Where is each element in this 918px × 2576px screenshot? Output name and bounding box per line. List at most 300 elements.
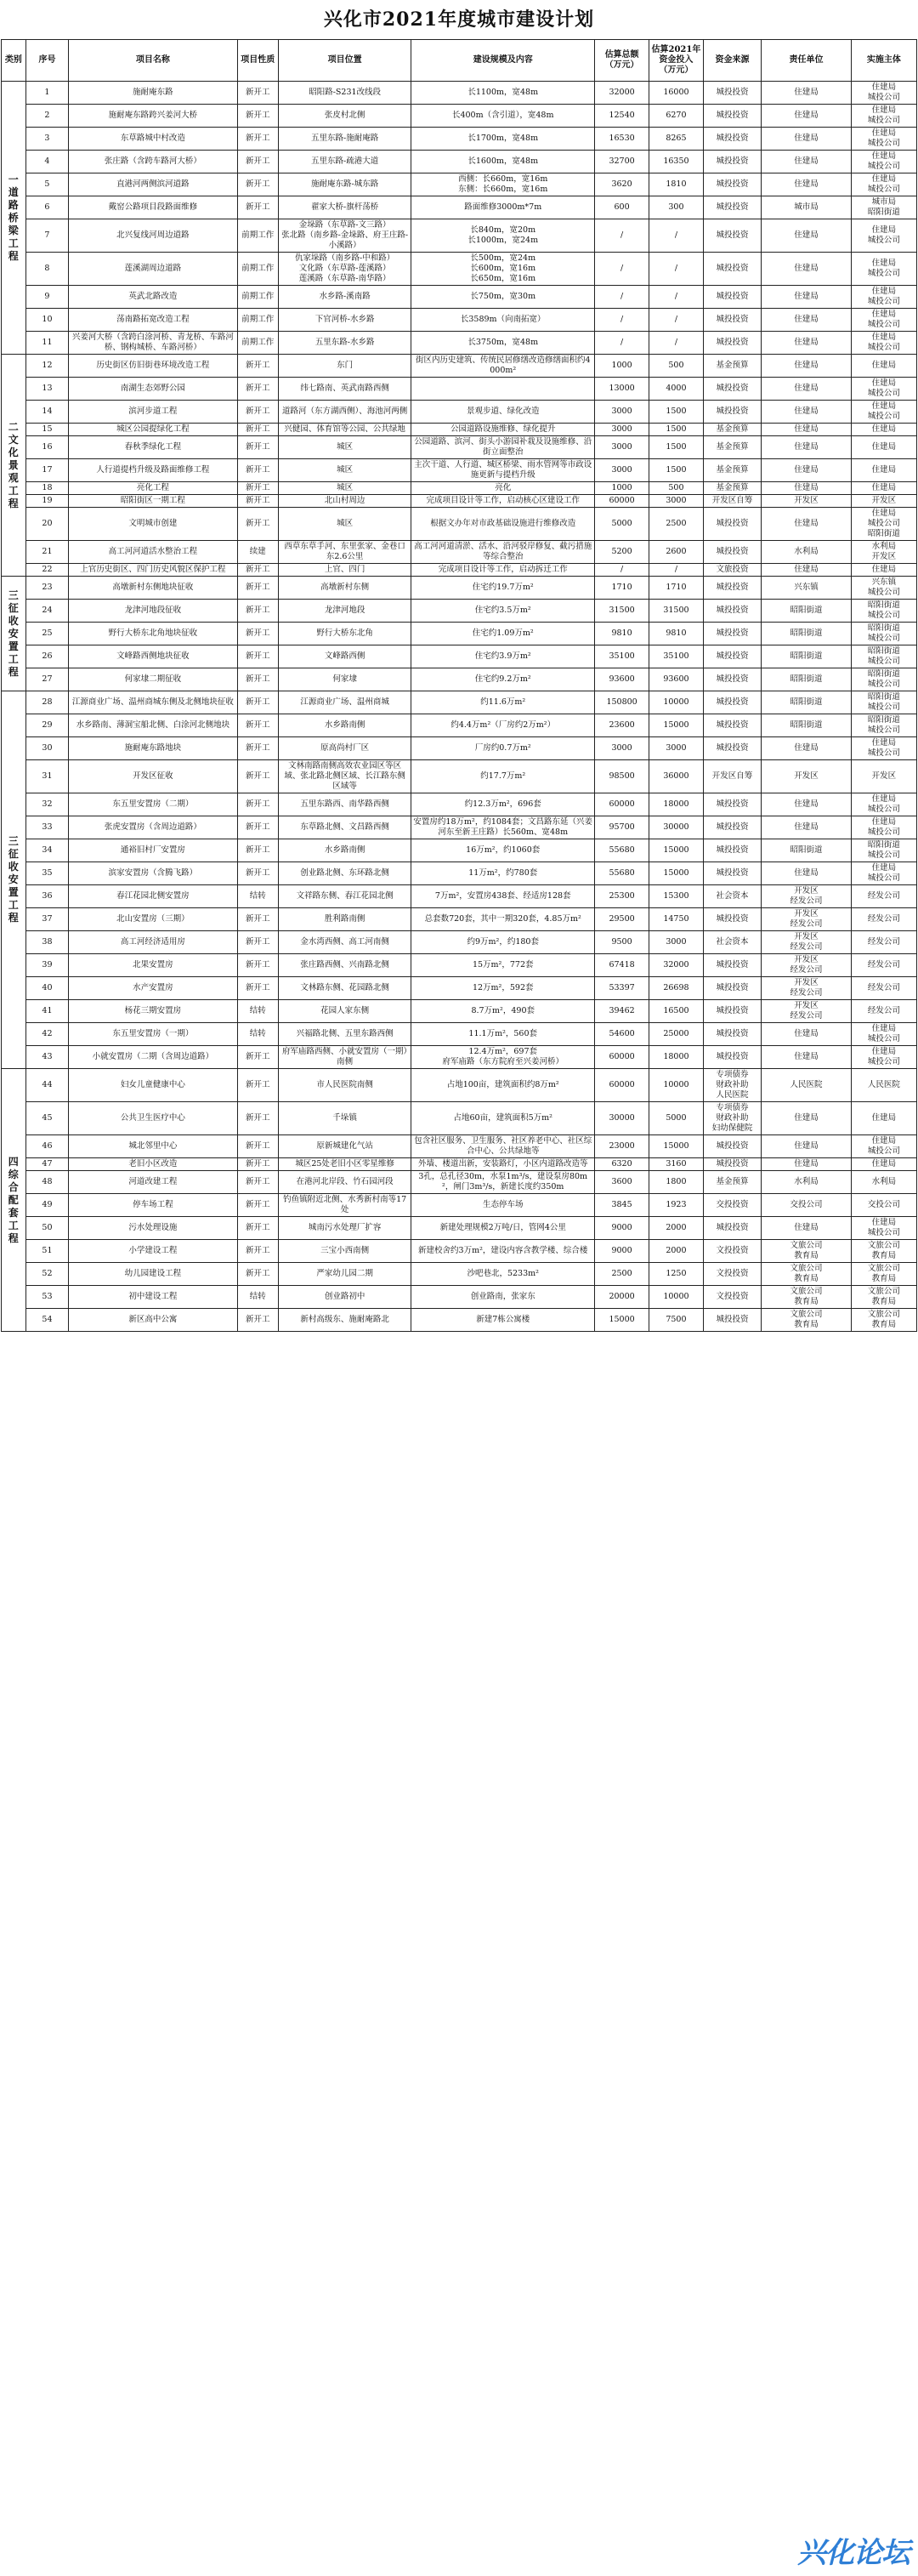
table-cell: 20000 bbox=[595, 1286, 649, 1309]
table-cell: 施耐庵东路地块 bbox=[69, 737, 237, 760]
table-cell: 水乡路-溪南路 bbox=[278, 286, 411, 309]
table-cell: 城投投资 bbox=[703, 816, 761, 839]
table-cell: 新开工 bbox=[237, 128, 278, 151]
table-cell: 城投投资 bbox=[703, 600, 761, 623]
table-row bbox=[2, 508, 917, 541]
table-cell: 住建局 bbox=[762, 253, 852, 286]
table-cell: 沙吧巷北，5233m² bbox=[411, 1263, 595, 1286]
table-cell: 河道改建工程 bbox=[69, 1171, 237, 1194]
table-cell: 施耐庵东路 bbox=[69, 82, 237, 105]
table-cell: 23000 bbox=[595, 1135, 649, 1158]
table-cell: 住建局 城投公司 bbox=[851, 1217, 916, 1240]
table-cell: 创业路南，张家东 bbox=[411, 1286, 595, 1309]
table-row bbox=[2, 424, 917, 436]
table-cell: 西侧：长660m，宽16m 东侧：长660m，宽16m bbox=[411, 173, 595, 196]
table-cell: 张庄路（含跨车路河大桥） bbox=[69, 151, 237, 173]
table-cell: 五里东路-施耐庵路 bbox=[278, 128, 411, 151]
table-row bbox=[2, 173, 917, 196]
table-cell: 7万m²，安置房438套、经适房128套 bbox=[411, 885, 595, 908]
table-row bbox=[2, 760, 917, 793]
table-cell: 金垛路（东草路-文三路） 张北路（南乡路-金垛路、府王庄路-小溪路） bbox=[278, 219, 411, 253]
table-cell: 17 bbox=[26, 459, 69, 482]
table-cell: 经发公司 bbox=[851, 977, 916, 1000]
table-cell: 52 bbox=[26, 1263, 69, 1286]
table-cell: 兴姜河大桥（含跨白涂河桥、青龙桥、车路河桥、钢构城桥、车路河桥） bbox=[69, 332, 237, 355]
table-row bbox=[2, 623, 917, 645]
table-cell: 城投投资 bbox=[703, 668, 761, 691]
table-cell: 城投投资 bbox=[703, 219, 761, 253]
table-cell: / bbox=[595, 286, 649, 309]
table-cell: 小就安置房（二期（含周边道路） bbox=[69, 1046, 237, 1069]
table-cell: 停车场工程 bbox=[69, 1194, 237, 1217]
table-cell: 基金预算 bbox=[703, 424, 761, 436]
table-cell: 高墩新村东侧 bbox=[278, 577, 411, 600]
table-cell: 城市局 bbox=[762, 196, 852, 219]
table-cell: 47 bbox=[26, 1158, 69, 1171]
table-cell: 文旅公司 教育局 bbox=[762, 1240, 852, 1263]
table-cell: 1500 bbox=[649, 459, 704, 482]
table-cell: 结转 bbox=[237, 1000, 278, 1023]
table-cell: 新开工 bbox=[237, 839, 278, 862]
table-cell: 城投投资 bbox=[703, 151, 761, 173]
table-row bbox=[2, 600, 917, 623]
table-cell: 亮化 bbox=[411, 482, 595, 495]
category-label: 三征收安置工程 bbox=[8, 835, 19, 924]
table-cell: 19 bbox=[26, 495, 69, 508]
table-cell: 人民医院 bbox=[762, 1069, 852, 1102]
table-cell: 文投投资 bbox=[703, 1286, 761, 1309]
table-cell: 住建局 城投公司 bbox=[851, 378, 916, 401]
table-cell: 杨花三期安置房 bbox=[69, 1000, 237, 1023]
table-row bbox=[2, 862, 917, 885]
table-cell: 基金预算 bbox=[703, 482, 761, 495]
table-cell: 9 bbox=[26, 286, 69, 309]
table-row bbox=[2, 714, 917, 737]
table-cell: 开发区自筹 bbox=[703, 495, 761, 508]
table-cell: 新开工 bbox=[237, 1135, 278, 1158]
table-cell: 新开工 bbox=[237, 196, 278, 219]
table-row bbox=[2, 1171, 917, 1194]
table-cell: 5 bbox=[26, 173, 69, 196]
table-cell: 公园道路设施维修、绿化提升 bbox=[411, 424, 595, 436]
table-cell: 13 bbox=[26, 378, 69, 401]
table-cell: 昭阳路-S231改线段 bbox=[278, 82, 411, 105]
table-cell: 住建局 bbox=[762, 737, 852, 760]
table-cell: 住建局 城投公司 bbox=[851, 82, 916, 105]
table-cell: 5000 bbox=[595, 508, 649, 541]
category-cell bbox=[2, 1069, 26, 1332]
table-cell: 安置房约18万m²，约1084套；文昌路东延（兴姜河东至新王庄路）长560m、宽48m bbox=[411, 816, 595, 839]
table-row bbox=[2, 1135, 917, 1158]
table-cell: 纬七路南、英武南路西侧 bbox=[278, 378, 411, 401]
table-cell: 新开工 bbox=[237, 908, 278, 931]
table-cell: 胜利路南侧 bbox=[278, 908, 411, 931]
table-cell: 城北邻里中心 bbox=[69, 1135, 237, 1158]
table-cell: 仇家垛路（南乡路-中和路） 文化路（东草路-莲溪路） 莲溪路（东草路-南华路） bbox=[278, 253, 411, 286]
table-cell: 新开工 bbox=[237, 1194, 278, 1217]
table-cell: 水产安置房 bbox=[69, 977, 237, 1000]
table-cell: 55680 bbox=[595, 839, 649, 862]
table-cell: 新开工 bbox=[237, 151, 278, 173]
table-cell: 1800 bbox=[649, 1171, 704, 1194]
table-cell: 2 bbox=[26, 105, 69, 128]
table-cell: 500 bbox=[649, 482, 704, 495]
table-cell: 新建7栋公寓楼 bbox=[411, 1309, 595, 1332]
table-cell: 文峰路西侧地块征收 bbox=[69, 645, 237, 668]
table-cell: 住建局 城投公司 bbox=[851, 862, 916, 885]
table-row bbox=[2, 1158, 917, 1171]
table-cell: 公园道路、滨河、街头小游园补栽及设施维修、沿街立面整治 bbox=[411, 436, 595, 459]
table-cell: 水利局 开发区 bbox=[851, 541, 916, 564]
table-cell: 住建局 bbox=[762, 816, 852, 839]
table-cell: 30000 bbox=[649, 816, 704, 839]
category-cell bbox=[2, 355, 26, 577]
table-cell: 城投投资 bbox=[703, 378, 761, 401]
table-cell: 15000 bbox=[595, 1309, 649, 1332]
table-cell: 60000 bbox=[595, 793, 649, 816]
table-cell: 滨家安置房（含腾飞路） bbox=[69, 862, 237, 885]
table-cell: 15000 bbox=[649, 1135, 704, 1158]
table-row bbox=[2, 436, 917, 459]
table-cell: 住建局 bbox=[762, 309, 852, 332]
table-cell: 新开工 bbox=[237, 954, 278, 977]
table-cell: 36 bbox=[26, 885, 69, 908]
col-header: 序号 bbox=[26, 40, 69, 82]
table-cell: 住建局 城投公司 bbox=[851, 816, 916, 839]
table-cell: 原新城建化气站 bbox=[278, 1135, 411, 1158]
table-row bbox=[2, 737, 917, 760]
table-cell: 莲溪湖周边道路 bbox=[69, 253, 237, 286]
table-cell: 住宅约3.9万m² bbox=[411, 645, 595, 668]
table-cell: 野行大桥东北角地块征收 bbox=[69, 623, 237, 645]
table-cell: 城投投资 bbox=[703, 577, 761, 600]
table-cell: 城区公园提绿化工程 bbox=[69, 424, 237, 436]
table-cell: 新开工 bbox=[237, 737, 278, 760]
table-cell: 下官河桥-水乡路 bbox=[278, 309, 411, 332]
table-cell: 住建局 bbox=[762, 401, 852, 424]
table-cell: 文投投资 bbox=[703, 1263, 761, 1286]
table-cell: 包含社区服务、卫生服务、社区养老中心、社区综合中心、公共绿地等 bbox=[411, 1135, 595, 1158]
table-cell: 文旅公司 教育局 bbox=[762, 1286, 852, 1309]
table-cell: 新开工 bbox=[237, 1046, 278, 1069]
table-cell: 28 bbox=[26, 691, 69, 714]
table-cell: 东门 bbox=[278, 355, 411, 378]
table-cell: 长1600m，宽48m bbox=[411, 151, 595, 173]
table-cell: 北兴复线河周边道路 bbox=[69, 219, 237, 253]
table-cell: 严家幼儿园二期 bbox=[278, 1263, 411, 1286]
table-cell: 昭阳街道 城投公司 bbox=[851, 645, 916, 668]
table-cell: 小学建设工程 bbox=[69, 1240, 237, 1263]
table-cell: 3 bbox=[26, 128, 69, 151]
table-cell: 新开工 bbox=[237, 1217, 278, 1240]
table-cell: 英武北路改造 bbox=[69, 286, 237, 309]
table-cell: 32 bbox=[26, 793, 69, 816]
table-cell: 创业路北侧、东环路北侧 bbox=[278, 862, 411, 885]
table-cell: 昭阳街道 城投公司 bbox=[851, 714, 916, 737]
table-cell: 住建局 bbox=[762, 1158, 852, 1171]
table-cell: 文林南路南侧高效农业园区等区域、张北路北侧区域、长江路东侧区域等 bbox=[278, 760, 411, 793]
category-label: 二文化景观工程 bbox=[8, 420, 19, 509]
col-header: 资金来源 bbox=[703, 40, 761, 82]
table-cell: 住建局 bbox=[762, 793, 852, 816]
table-cell: 12万m²，592套 bbox=[411, 977, 595, 1000]
table-cell: 城投投资 bbox=[703, 541, 761, 564]
table-cell: 昭阳街道 城投公司 bbox=[851, 691, 916, 714]
category-cell bbox=[2, 82, 26, 355]
table-cell: 67418 bbox=[595, 954, 649, 977]
table-row bbox=[2, 793, 917, 816]
table-cell: 东草路北侧、文昌路西侧 bbox=[278, 816, 411, 839]
table-cell: 创业路初中 bbox=[278, 1286, 411, 1309]
table-cell: 住建局 bbox=[762, 482, 852, 495]
table-cell: 老旧小区改造 bbox=[69, 1158, 237, 1171]
table-cell: 93600 bbox=[595, 668, 649, 691]
table-row bbox=[2, 668, 917, 691]
table-cell: 4000 bbox=[649, 378, 704, 401]
table-cell: 城投投资 bbox=[703, 309, 761, 332]
table-cell: 3孔，总孔径30m，水泵1m³/s，建设泵房80m²，闸门3m³/s，新建长度约350m bbox=[411, 1171, 595, 1194]
table-cell: 昭阳街道 bbox=[762, 623, 852, 645]
table-cell: 55680 bbox=[595, 862, 649, 885]
table-cell: 5000 bbox=[649, 1102, 704, 1135]
table-cell: 南湖生态郊野公园 bbox=[69, 378, 237, 401]
table-cell: 3000 bbox=[595, 401, 649, 424]
table-cell: 10000 bbox=[649, 1286, 704, 1309]
table-cell: 新开工 bbox=[237, 600, 278, 623]
table-cell: 14 bbox=[26, 401, 69, 424]
table-cell: 7500 bbox=[649, 1309, 704, 1332]
table-cell: 约4.4万m²（厂房约2万m²） bbox=[411, 714, 595, 737]
table-cell: 初中建设工程 bbox=[69, 1286, 237, 1309]
table-row bbox=[2, 1309, 917, 1332]
table-cell: 城投投资 bbox=[703, 173, 761, 196]
table-cell: 新建校舍约3万m²，建设内容含教学楼、综合楼 bbox=[411, 1240, 595, 1263]
table-cell: 高工河经济适用房 bbox=[69, 931, 237, 954]
table-cell: 14750 bbox=[649, 908, 704, 931]
table-cell: 2000 bbox=[649, 1240, 704, 1263]
table-cell: 新开工 bbox=[237, 714, 278, 737]
table-cell: 1923 bbox=[649, 1194, 704, 1217]
table-row bbox=[2, 332, 917, 355]
table-cell: 滨河步道工程 bbox=[69, 401, 237, 424]
col-header: 项目位置 bbox=[278, 40, 411, 82]
table-cell: 道路河（东方湖西侧）、海池河两侧 bbox=[278, 401, 411, 424]
table-cell: 五里东路-水乡路 bbox=[278, 332, 411, 355]
table-cell: 54 bbox=[26, 1309, 69, 1332]
table-cell: 新建处理规模2万吨/日，管网4公里 bbox=[411, 1217, 595, 1240]
table-row bbox=[2, 1000, 917, 1023]
table-cell: 38 bbox=[26, 931, 69, 954]
table-cell: 30000 bbox=[595, 1102, 649, 1135]
table-cell: 开发区 经发公司 bbox=[762, 954, 852, 977]
table-cell: 住建局 城投公司 bbox=[851, 128, 916, 151]
table-cell: 前期工作 bbox=[237, 286, 278, 309]
table-cell: 昭阳街道 bbox=[762, 668, 852, 691]
table-row bbox=[2, 128, 917, 151]
table-cell: 城市局 昭阳街道 bbox=[851, 196, 916, 219]
table-cell: 住建局 bbox=[762, 173, 852, 196]
table-row bbox=[2, 885, 917, 908]
table-cell: 生态停车场 bbox=[411, 1194, 595, 1217]
table-cell: 在港河北岸段、竹石园河段 bbox=[278, 1171, 411, 1194]
table-cell: 新开工 bbox=[237, 691, 278, 714]
table-cell: 住建局 bbox=[851, 355, 916, 378]
table-row bbox=[2, 1286, 917, 1309]
table-cell: 文投投资 bbox=[703, 1240, 761, 1263]
table-cell: 34 bbox=[26, 839, 69, 862]
table-cell: 31 bbox=[26, 760, 69, 793]
table-cell: 兴东镇 城投公司 bbox=[851, 577, 916, 600]
table-cell: 98500 bbox=[595, 760, 649, 793]
table-cell: 城投投资 bbox=[703, 793, 761, 816]
table-cell: 9810 bbox=[649, 623, 704, 645]
table-cell: 城投投资 bbox=[703, 128, 761, 151]
table-cell: 城投投资 bbox=[703, 954, 761, 977]
table-cell: 何家埭二期征收 bbox=[69, 668, 237, 691]
table-cell: 完成项目设计等工作，启动核心区建设工作 bbox=[411, 495, 595, 508]
table-cell: 高工河河道清淤、活水、沿河驳岸修复、截污措施等综合整治 bbox=[411, 541, 595, 564]
table-row bbox=[2, 1023, 917, 1046]
table-cell: 城投投资 bbox=[703, 714, 761, 737]
table-cell: 39 bbox=[26, 954, 69, 977]
table-cell: 住建局 bbox=[851, 564, 916, 577]
table-cell: 8 bbox=[26, 253, 69, 286]
table-cell: 15300 bbox=[649, 885, 704, 908]
page-title: 兴化市2021年度城市建设计划 bbox=[323, 9, 595, 31]
table-cell: 600 bbox=[595, 196, 649, 219]
table-cell: 13000 bbox=[595, 378, 649, 401]
table-cell: 36000 bbox=[649, 760, 704, 793]
table-cell: 原高尚村厂区 bbox=[278, 737, 411, 760]
table-cell: 城投投资 bbox=[703, 1158, 761, 1171]
table-cell: 23600 bbox=[595, 714, 649, 737]
table-cell: 人行道提档升级及路面维修工程 bbox=[69, 459, 237, 482]
table-cell: 城投投资 bbox=[703, 196, 761, 219]
table-cell: 住建局 城投公司 bbox=[851, 105, 916, 128]
table-cell: / bbox=[649, 309, 704, 332]
table-cell: 51 bbox=[26, 1240, 69, 1263]
table-row bbox=[2, 954, 917, 977]
table-cell: 东草路城中村改造 bbox=[69, 128, 237, 151]
table-cell: 北山村周边 bbox=[278, 495, 411, 508]
table-cell: / bbox=[649, 564, 704, 577]
table-cell: / bbox=[595, 253, 649, 286]
table-cell: 新开工 bbox=[237, 401, 278, 424]
table-cell: 城区25处老旧小区零星维修 bbox=[278, 1158, 411, 1171]
table-cell: 住建局 bbox=[762, 332, 852, 355]
table-cell: 昭阳街道 城投公司 bbox=[851, 668, 916, 691]
table-cell: 住宅约3.5万m² bbox=[411, 600, 595, 623]
table-row bbox=[2, 151, 917, 173]
table-cell: 29500 bbox=[595, 908, 649, 931]
table-cell: 31500 bbox=[649, 600, 704, 623]
table-cell: 3600 bbox=[595, 1171, 649, 1194]
table-cell: 新开工 bbox=[237, 816, 278, 839]
table-cell: 开发区 bbox=[762, 495, 852, 508]
table-cell: 戴窑公路项目段路面维修 bbox=[69, 196, 237, 219]
table-cell: 交投公司 bbox=[762, 1194, 852, 1217]
table-cell: 32700 bbox=[595, 151, 649, 173]
table-cell: 11.1万m²，560套 bbox=[411, 1023, 595, 1046]
table-cell: 经发公司 bbox=[851, 885, 916, 908]
table-cell: 经发公司 bbox=[851, 1000, 916, 1023]
table-cell: 住建局 bbox=[851, 482, 916, 495]
table-cell: 翟家大桥-旗杆荡桥 bbox=[278, 196, 411, 219]
table-cell: 北果安置房 bbox=[69, 954, 237, 977]
table-cell: 文明城市创建 bbox=[69, 508, 237, 541]
table-cell: 文旅公司 教育局 bbox=[762, 1263, 852, 1286]
table-cell: 上官、四门 bbox=[278, 564, 411, 577]
table-cell: 城投投资 bbox=[703, 908, 761, 931]
table-cell: 兴福路北侧、五里东路西侧 bbox=[278, 1023, 411, 1046]
table-cell: 26 bbox=[26, 645, 69, 668]
table-cell: 城投投资 bbox=[703, 82, 761, 105]
table-cell: 1710 bbox=[649, 577, 704, 600]
table-cell: 妇女儿童健康中心 bbox=[69, 1069, 237, 1102]
table-cell: 1710 bbox=[595, 577, 649, 600]
table-cell: 住建局 bbox=[851, 459, 916, 482]
table-cell: 长400m（含引道），宽48m bbox=[411, 105, 595, 128]
col-header: 项目名称 bbox=[69, 40, 237, 82]
table-cell: 野行大桥东北角 bbox=[278, 623, 411, 645]
table-cell: 49 bbox=[26, 1194, 69, 1217]
table-cell: 社会资本 bbox=[703, 885, 761, 908]
table-cell: 景观步道、绿化改造 bbox=[411, 401, 595, 424]
table-row bbox=[2, 495, 917, 508]
table-cell: 施耐庵东路跨兴姜河大桥 bbox=[69, 105, 237, 128]
table-cell: 住建局 bbox=[762, 1217, 852, 1240]
table-cell: 9000 bbox=[595, 1240, 649, 1263]
table-cell: 基金预算 bbox=[703, 1171, 761, 1194]
table-cell: 交投公司 bbox=[851, 1194, 916, 1217]
table-cell: 11万m²，约780套 bbox=[411, 862, 595, 885]
table-cell: 31500 bbox=[595, 600, 649, 623]
table-cell: 3160 bbox=[649, 1158, 704, 1171]
table-cell: 500 bbox=[649, 355, 704, 378]
table-cell: 长840m，宽20m 长1000m，宽24m bbox=[411, 219, 595, 253]
table-cell: 46 bbox=[26, 1135, 69, 1158]
table-cell: 12.4万m²，697套 府军庙路（东方院府至兴姜河桥） bbox=[411, 1046, 595, 1069]
table-cell: 根据文办年对市政基础设施进行维修改造 bbox=[411, 508, 595, 541]
table-cell: 续建 bbox=[237, 541, 278, 564]
table-cell: 开发区 经发公司 bbox=[762, 931, 852, 954]
table-cell: 18000 bbox=[649, 1046, 704, 1069]
table-cell: 12 bbox=[26, 355, 69, 378]
table-cell: 新开工 bbox=[237, 1158, 278, 1171]
table-cell: 文林路东侧、花园路北侧 bbox=[278, 977, 411, 1000]
table-cell: 15000 bbox=[649, 714, 704, 737]
table-cell: 昭阳街区一期工程 bbox=[69, 495, 237, 508]
table-cell: 张庄路西侧、兴南路北侧 bbox=[278, 954, 411, 977]
table-cell: 住建局 bbox=[762, 128, 852, 151]
table-cell: 占地60亩，建筑面积5万m² bbox=[411, 1102, 595, 1135]
category-cell bbox=[2, 691, 26, 1069]
table-cell: 住建局 城投公司 bbox=[851, 401, 916, 424]
table-cell: 1000 bbox=[595, 355, 649, 378]
table-cell: 6270 bbox=[649, 105, 704, 128]
col-header: 估算2021年资金投入（万元） bbox=[649, 40, 704, 82]
table-cell: 城投投资 bbox=[703, 691, 761, 714]
category-cell bbox=[2, 577, 26, 691]
table-cell: 基金预算 bbox=[703, 355, 761, 378]
table-cell: 住建局 城投公司 bbox=[851, 151, 916, 173]
table-cell: 60000 bbox=[595, 495, 649, 508]
table-cell: 3620 bbox=[595, 173, 649, 196]
table-cell: / bbox=[649, 286, 704, 309]
table-cell: 昭阳街道 bbox=[762, 600, 852, 623]
table-cell: 住建局 bbox=[762, 82, 852, 105]
table-cell: 住建局 城投公司 bbox=[851, 219, 916, 253]
